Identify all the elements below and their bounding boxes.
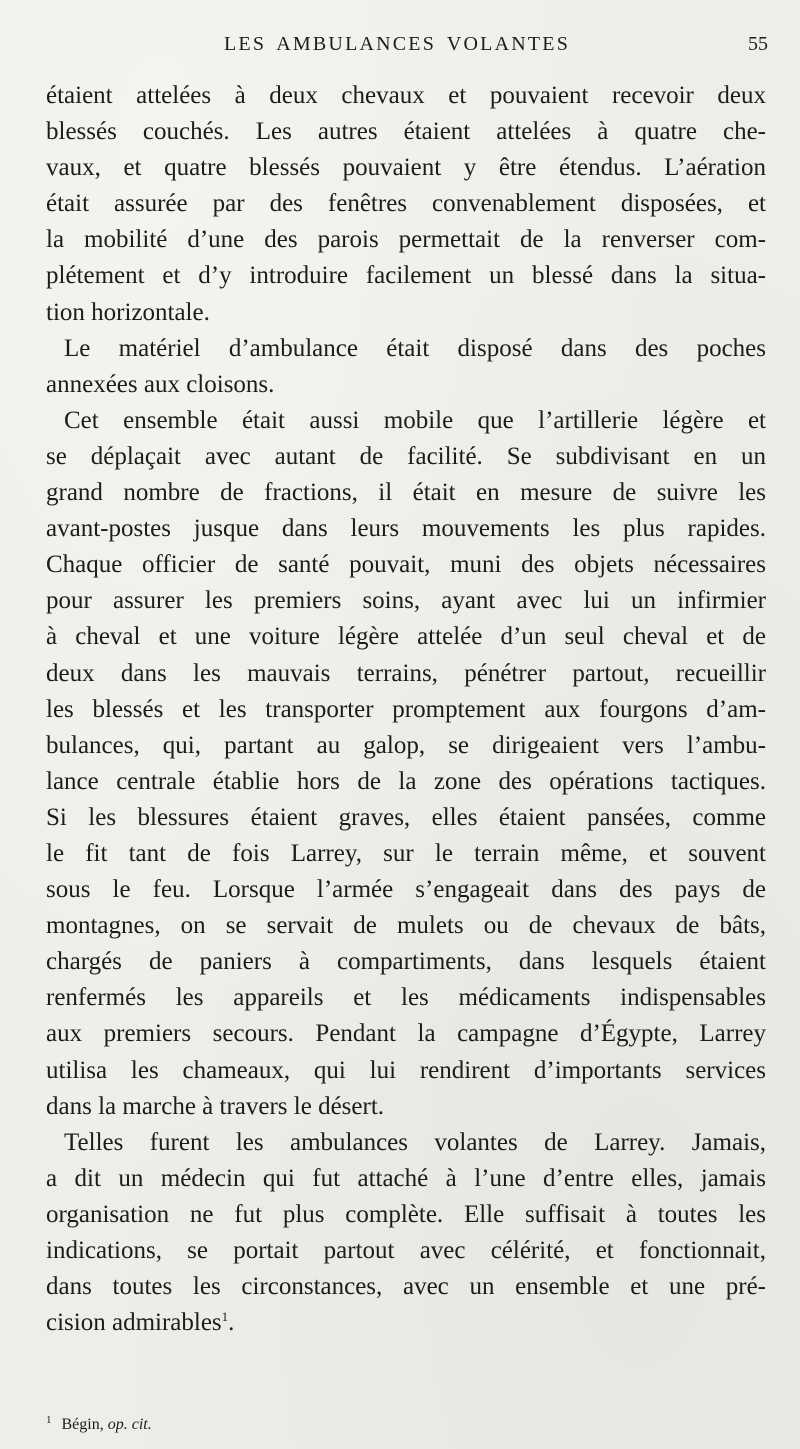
- text-line: chargés de paniers à compartiments, dans lesquels étaient: [46, 948, 766, 976]
- text-line: Telles furent les ambulances volantes de Larrey. Jamais,: [64, 1128, 766, 1156]
- body-text: [46, 78, 766, 1341]
- text-line: à cheval et une voiture légère attelée d’un seul cheval et de: [46, 623, 766, 651]
- text-line: renfermés les appareils et les médicaments indispensables: [46, 984, 766, 1012]
- text-line: tion horizontale.: [46, 298, 210, 326]
- text-line: sous le feu. Lorsque l’armée s’engageait dans des pays de: [46, 876, 766, 904]
- text-line: deux dans les mauvais terrains, pénétrer partout, recueillir: [46, 659, 766, 687]
- page-number: 55: [748, 33, 768, 55]
- text-line: bulances, qui, partant au galop, se dirigeaient vers l’ambu-: [46, 731, 766, 759]
- text-line: grand nombre de fractions, il était en mesure de suivre les: [46, 479, 766, 507]
- footnote-reference: 1: [221, 1309, 229, 1325]
- footnote-reference-work: op. cit.: [107, 1416, 152, 1433]
- text-line: le fit tant de fois Larrey, sur le terrain même, et souvent: [46, 839, 766, 867]
- running-title: LES AMBULANCES VOLANTES: [224, 33, 571, 55]
- text-line: utilisa les chameaux, qui lui rendirent d’importants services: [46, 1056, 766, 1084]
- text-line: vaux, et quatre blessés pouvaient y être étendus. L’aération: [46, 154, 766, 182]
- text-line: Si les blessures étaient graves, elles étaient pansées, comme: [46, 803, 766, 831]
- text-line: montagnes, on se servait de mulets ou de chevaux de bâts,: [46, 912, 766, 940]
- paragraph-3: [46, 403, 766, 1125]
- text-line: organisation ne fut plus complète. Elle suffisait à toutes les: [46, 1200, 766, 1228]
- text-line-content: cision admirables: [46, 1309, 222, 1337]
- footnote-mark: 1: [46, 1414, 52, 1426]
- text-line: annexées aux cloisons.: [46, 370, 275, 398]
- paragraph-4: [46, 1125, 766, 1342]
- paragraph-2: [46, 331, 766, 403]
- footnote: [46, 1414, 152, 1434]
- text-line: Le matériel d’ambulance était disposé dans des poches: [64, 334, 766, 362]
- text-line: plétement et d’y introduire facilement un blessé dans la situa-: [46, 262, 766, 290]
- text-line: pour assurer les premiers soins, ayant avec lui un infirmier: [46, 587, 766, 615]
- text-line: lance centrale établie hors de la zone des opérations tactiques.: [46, 767, 766, 795]
- text-line: la mobilité d’une des parois permettait de la renverser com-: [46, 226, 766, 254]
- text-line: était assurée par des fenêtres convenablement disposées, et: [46, 190, 766, 218]
- text-line: les blessés et les transporter promptement aux fourgons d’am-: [46, 695, 766, 723]
- text-line: blessés couchés. Les autres étaient attelées à quatre che-: [46, 118, 766, 146]
- text-line: avant-postes jusque dans leurs mouvements les plus rapides.: [46, 515, 766, 543]
- text-line: dans la marche à travers le désert.: [46, 1092, 385, 1120]
- text-line: aux premiers secours. Pendant la campagne d’Égypte, Larrey: [46, 1020, 766, 1048]
- text-line: dans toutes les circonstances, avec un ensemble et une pré-: [46, 1273, 766, 1301]
- footnote-author: Bégin,: [61, 1416, 104, 1433]
- text-line: Chaque officier de santé pouvait, muni des objets nécessaires: [46, 551, 766, 579]
- text-line: indications, se portait partout avec célérité, et fonctionnait,: [46, 1237, 766, 1264]
- text-line: Cet ensemble était aussi mobile que l’artillerie légère et: [64, 406, 766, 434]
- running-head: [0, 33, 800, 63]
- text-line: a dit un médecin qui fut attaché à l’une d’entre elles, jamais: [46, 1164, 766, 1192]
- paragraph-1: [46, 78, 766, 331]
- text-line: se déplaçait avec autant de facilité. Se subdivisant en un: [46, 442, 766, 470]
- text-line: étaient attelées à deux chevaux et pouvaient recevoir deux: [46, 82, 766, 109]
- text-line-with-note: cision admirables$^1$.: [46, 1309, 235, 1337]
